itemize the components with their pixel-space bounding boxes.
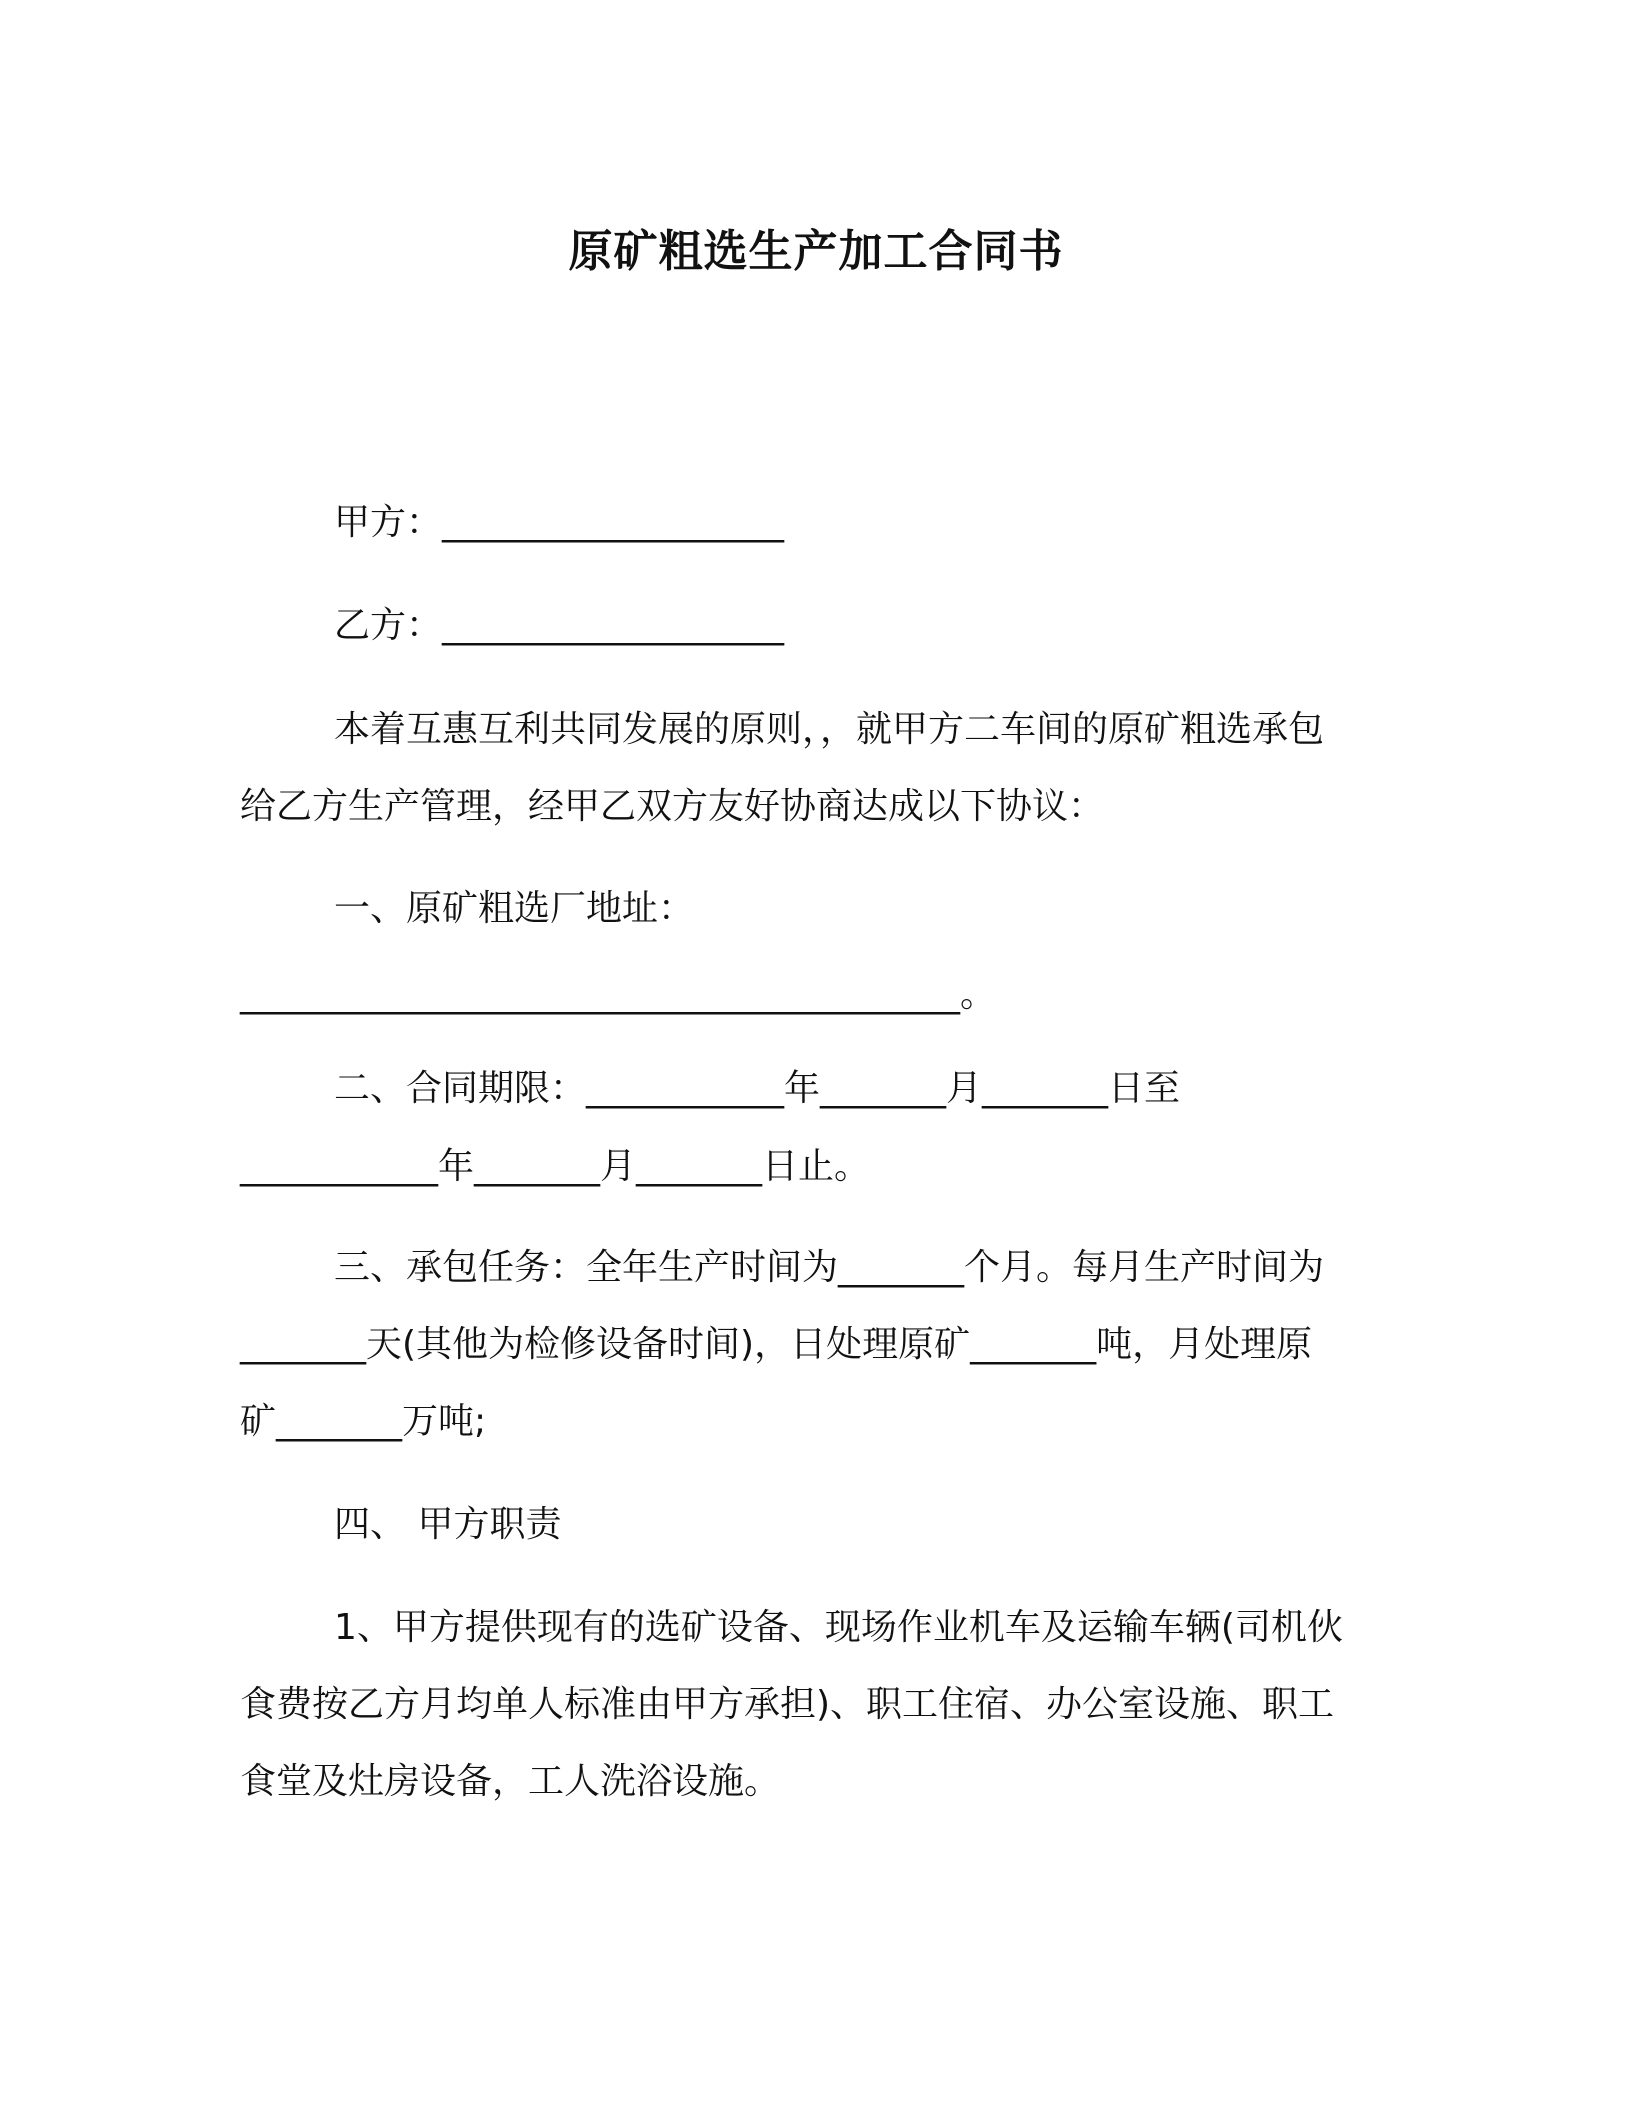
intro-line-2: 给乙方生产管理，经甲乙双方友好协商达成以下协议： <box>240 786 1105 827</box>
section3-line-1: 三、承包任务：全年生产时间为_______个月。每月生产时间为 <box>334 1247 1325 1288</box>
section4-heading: 四、 甲方职责 <box>334 1504 562 1545</box>
section4-item1-line-2: 食费按乙方月均单人标准由甲方承担)、职工住宿、办公室设施、职工 <box>240 1684 1335 1725</box>
intro-line-1: 本着互惠互利共同发展的原则，，就甲方二车间的原矿粗选承包 <box>334 709 1325 750</box>
party-b-line: 乙方：___________________ <box>334 605 785 646</box>
section2-line-2: ___________年_______月_______日止。 <box>240 1146 871 1187</box>
section3-line-2: _______天(其他为检修设备时间)，日处理原矿_______吨，月处理原 <box>240 1324 1313 1365</box>
section1-heading: 一、原矿粗选厂地址： <box>334 888 695 929</box>
section2-line-1: 二、合同期限：___________年_______月_______日至 <box>334 1068 1181 1109</box>
document-title: 原矿粗选生产加工合同书 <box>568 226 1064 277</box>
party-a-line: 甲方：___________________ <box>334 502 785 543</box>
section4-item1-line-1: 1、甲方提供现有的选矿设备、现场作业机车及运输车辆(司机伙 <box>334 1607 1343 1648</box>
section3-line-3: 矿_______万吨; <box>240 1401 487 1442</box>
section4-item1-line-3: 食堂及灶房设备，工人洗浴设施。 <box>240 1761 781 1802</box>
section1-address-blank: ________________________________________。 <box>240 974 996 1015</box>
